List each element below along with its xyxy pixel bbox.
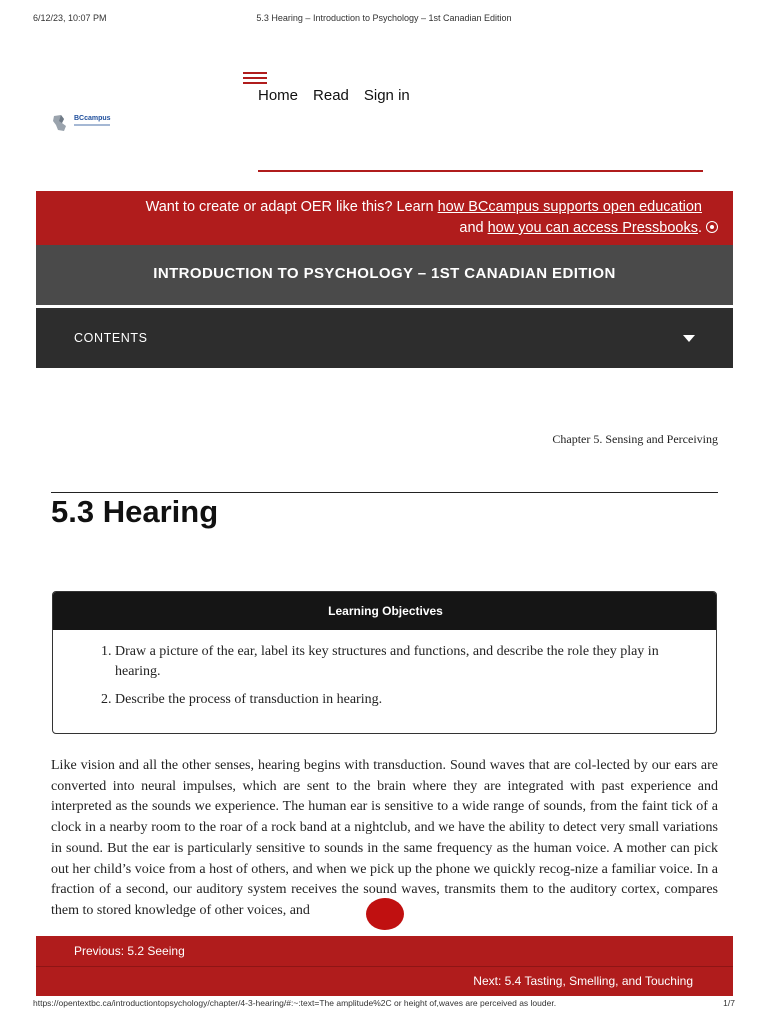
print-title: 5.3 Hearing – Introduction to Psychology – 1st Canadian Edition [256,13,512,23]
nav-sign-in-link[interactable]: Sign in [363,87,410,104]
top-nav [258,87,410,107]
learning-objectives-box [52,591,717,734]
previous-label: Previous: 5.2 Seeing [74,944,185,958]
bccampus-logo[interactable] [52,113,112,133]
bccampus-oer-link[interactable]: how BCcampus supports open education [437,199,702,215]
print-footer [0,998,768,1012]
learning-objectives-list [53,642,703,718]
contents-label: CONTENTS [74,331,148,345]
previous-chapter-link[interactable] [36,936,733,966]
learning-objectives-heading: Learning Objectives [53,592,717,630]
bccampus-logo-mark [52,113,72,133]
next-label: Next: 5.4 Tasting, Smelling, and Touching [473,974,693,988]
floating-action-button[interactable] [366,898,404,930]
next-chapter-link[interactable] [36,966,733,996]
banner-suffix: . [697,220,702,236]
nav-home-link[interactable]: Home [258,87,299,104]
banner-prefix: Want to create or adapt OER like this? Learn [145,199,438,215]
print-url: https://opentextbc.ca/introductiontopsychology/chapter/4-3-hearing/#:~:text=The amplitude%2C or height of,waves are perceived as louder. [33,998,557,1008]
print-header [0,13,768,27]
print-page-number: 1/7 [723,998,735,1008]
pressbooks-access-link[interactable]: how you can access Pressbooks [487,220,698,236]
contents-toggle[interactable] [36,308,733,368]
print-datetime: 6/12/23, 10:07 PM [33,13,107,23]
logo-tagline-bar [74,124,110,126]
nav-divider [258,170,703,172]
banner-middle: and [459,220,488,236]
title-divider [51,492,718,493]
chapter-label: Chapter 5. Sensing and Perceiving [552,432,718,446]
hamburger-icon[interactable] [243,72,267,86]
book-title-bar[interactable] [36,245,733,305]
chevron-down-icon [683,335,695,342]
banner-text [126,197,702,239]
body-paragraph: Like vision and all the other senses, hearing begins with transduction. Sound waves that are col-lected by our ears are converted into neural impulses, which are sent to the brain where they are integrated with past experience and interpreted as the sounds we experience. The human ear is sensitive to a wide range of sounds, from the faint tick of a clock in a nearby room to the roar of a rock band at a nightclub, and we have the ability to detect very small variations in sound. But the ear is particularly sensitive to sounds in the same frequency as the human voice. A mother can pick out her child’s voice from a host of others, and when we pick up the phone we quickly recog-nize a familiar voice. In a fraction of a second, our auditory system receives the sound waves, transmits them to the auditory cortex, compares them to stored knowledge of other voices, and [51,758,718,918]
close-circle-icon[interactable] [706,221,718,233]
oer-banner [36,191,733,245]
objective-item: 1. Draw a picture of the ear, label its key structures and functions, and describe the role they play in hearing. [115,642,703,682]
objective-item: 2. Describe the process of transduction in hearing. [115,690,703,710]
logo-text: BCcampus [74,115,111,122]
page-title: 5.3 Hearing [51,494,219,529]
book-title[interactable]: INTRODUCTION TO PSYCHOLOGY – 1ST CANADIAN EDITION [153,265,616,282]
nav-read-link[interactable]: Read [313,87,349,104]
